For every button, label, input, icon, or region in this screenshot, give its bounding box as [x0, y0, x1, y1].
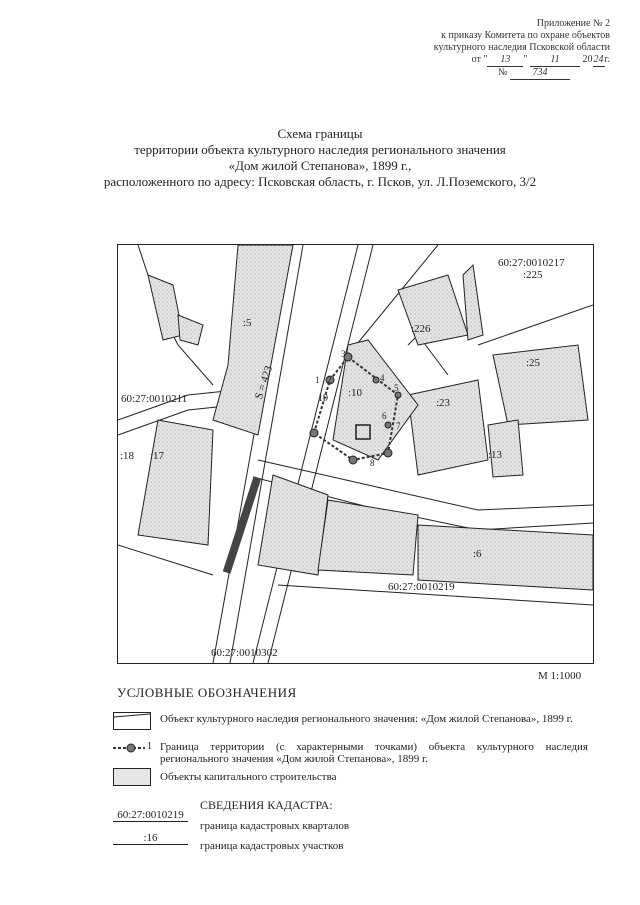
label-23: :23 — [436, 397, 451, 409]
point-6: 6 — [382, 411, 387, 421]
legend-item-buildings: Объекты капитального строительства — [160, 771, 337, 783]
label-10: :10 — [348, 387, 363, 399]
label-225: :225 — [523, 269, 543, 281]
appendix-line2: к приказу Комитета по охране объектов — [441, 30, 610, 41]
appendix-line3: культурного наследия Псковской области — [433, 42, 610, 53]
point-4: 4 — [380, 373, 385, 383]
title-line4: расположенного по адресу: Псковская область, г. Псков, ул. Л.Поземского, 3/2 — [103, 174, 537, 189]
point-8: 8 — [370, 458, 375, 468]
label-6: :6 — [473, 548, 482, 560]
label-226: :226 — [411, 323, 431, 335]
order-number: 734 — [510, 67, 570, 80]
point-7: 7 — [396, 421, 401, 431]
legend-point-num: 1 — [147, 741, 152, 752]
label-kvartal-0010302: 60:27:0010302 — [211, 647, 278, 659]
date-year: 24 — [593, 54, 604, 65]
appendix-line1: Приложение № 2 — [536, 18, 610, 29]
legend-item-okn: Объект культурного наследия регионального значения: «Дом жилой Степанова», 1899 г. — [160, 713, 573, 725]
label-19: 19 — [318, 393, 328, 404]
legend-symbol-boundary — [113, 740, 152, 756]
cadastre-heading: СВЕДЕНИЯ КАДАСТРА: — [200, 798, 333, 812]
label-kvartal-0010219: 60:27:0010219 — [388, 581, 455, 593]
legend-item-boundary: Граница территории (с характерными точками) объекта культурного наследия регионального значения «Дом жилой Степанова», 1899 г. — [160, 741, 588, 765]
label-kvartal-0010217: 60:27:0010217 — [498, 257, 565, 269]
label-25: :25 — [526, 357, 541, 369]
point-2: 2 — [327, 375, 332, 385]
legend-heading: УСЛОВНЫЕ ОБОЗНАЧЕНИЯ — [117, 685, 297, 700]
appendix-date: от " 13 " 11 2024г. — [471, 54, 610, 65]
document-title — [0, 126, 640, 190]
appendix-number: № 734 — [434, 67, 570, 80]
title-line2: территории объекта культурного наследия регионального значения — [134, 142, 506, 157]
cadastre-quarter-text: граница кадастровых кварталов — [200, 820, 350, 832]
map-scale: М 1:1000 — [538, 670, 582, 682]
legend-symbol-okn — [113, 712, 151, 730]
label-13: :13 — [488, 449, 503, 461]
cadastre-quarter-code: 60:27:0010219 — [113, 809, 188, 822]
date-month: 11 — [530, 54, 580, 67]
cadastre-parcel-text: граница кадастровых участков — [200, 840, 344, 852]
label-17: :17 — [150, 450, 165, 462]
cadastre-parcel-code: :16 — [113, 832, 188, 845]
label-kvartal-0010211: 60:27:0010211 — [121, 393, 188, 405]
label-18: :18 — [120, 450, 135, 462]
boundary-map — [117, 244, 594, 664]
point-1: 1 — [315, 375, 320, 385]
title-line3: «Дом жилой Степанова», 1899 г., — [228, 158, 412, 173]
map-drawing — [118, 245, 593, 663]
point-5: 5 — [394, 383, 399, 393]
label-5: :5 — [243, 317, 252, 329]
legend-symbol-buildings — [113, 768, 151, 786]
title-line1: Схема границы — [277, 126, 363, 141]
label-area: S = 423 — [253, 364, 276, 401]
appendix-block — [434, 18, 610, 80]
point-3: 3 — [341, 349, 346, 359]
date-day: 13 — [487, 54, 523, 67]
